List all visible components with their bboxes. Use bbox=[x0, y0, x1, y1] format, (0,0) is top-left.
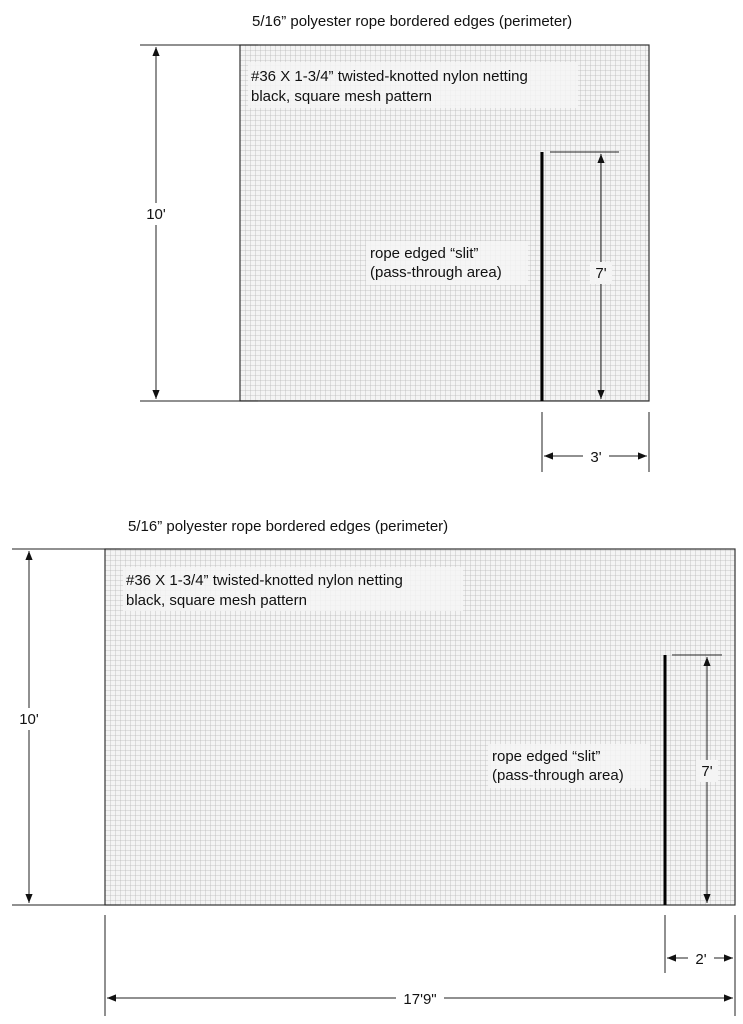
diagram-1 bbox=[140, 13, 649, 472]
slit-offset-label: 2' bbox=[695, 951, 707, 968]
slit-label-line2: (pass-through area) bbox=[370, 264, 502, 281]
slit-offset-label: 3' bbox=[590, 449, 602, 466]
diagram-2 bbox=[12, 518, 735, 1016]
perimeter-label: 5/16” polyester rope bordered edges (perimeter) bbox=[128, 518, 449, 535]
netting-spec-line1: #36 X 1-3/4” twisted-knotted nylon netting bbox=[126, 572, 403, 589]
slit-height-label: 7' bbox=[701, 763, 713, 780]
width-label: 17'9" bbox=[403, 991, 437, 1008]
perimeter-label: 5/16” polyester rope bordered edges (perimeter) bbox=[252, 13, 573, 30]
netting-spec-line2: black, square mesh pattern bbox=[126, 592, 307, 609]
slit-height-label: 7' bbox=[595, 265, 607, 282]
height-label: 10' bbox=[146, 206, 166, 223]
netting-spec-line2: black, square mesh pattern bbox=[251, 88, 432, 105]
slit-label-line1: rope edged “slit” bbox=[492, 748, 601, 765]
slit-label-line1: rope edged “slit” bbox=[370, 245, 479, 262]
netting-spec-line1: #36 X 1-3/4” twisted-knotted nylon netting bbox=[251, 68, 528, 85]
slit-label-line2: (pass-through area) bbox=[492, 767, 624, 784]
height-label: 10' bbox=[19, 711, 39, 728]
